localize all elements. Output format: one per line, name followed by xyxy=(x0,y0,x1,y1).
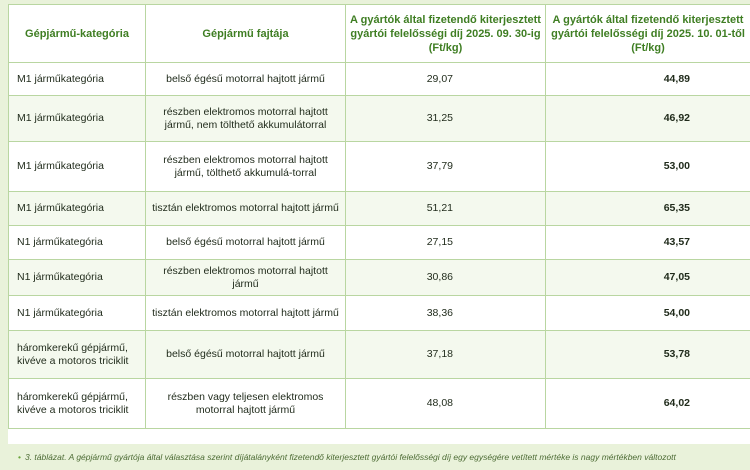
cell-fee-from: 64,02 xyxy=(546,379,750,429)
cell-type: belső égésű motorral hajtott jármű xyxy=(146,226,346,260)
table-caption xyxy=(18,452,748,462)
cell-category: M1 járműkategória xyxy=(9,192,146,226)
cell-fee-from: 53,00 xyxy=(546,142,750,192)
cell-fee-until: 38,36 xyxy=(346,296,546,331)
cell-fee-from: 47,05 xyxy=(546,260,750,296)
cell-category: háromkerekű gépjármű, kivéve a motoros triciklit xyxy=(9,379,146,429)
table-row xyxy=(9,63,750,96)
cell-category: háromkerekű gépjármű, kivéve a motoros triciklit xyxy=(9,331,146,379)
cell-fee-until: 37,79 xyxy=(346,142,546,192)
cell-fee-until: 30,86 xyxy=(346,260,546,296)
cell-fee-until: 48,08 xyxy=(346,379,546,429)
cell-fee-until: 27,15 xyxy=(346,226,546,260)
cell-category: N1 járműkategória xyxy=(9,296,146,331)
cell-type: részben elektromos motorral hajtott jármű, tölthető akkumulá-torral xyxy=(146,142,346,192)
cell-fee-from: 43,57 xyxy=(546,226,750,260)
cell-category: M1 járműkategória xyxy=(9,96,146,142)
table-header-row xyxy=(9,5,750,63)
cell-category: M1 járműkategória xyxy=(9,63,146,96)
cell-type: részben elektromos motorral hajtott jármű, nem tölthető akkumulátorral xyxy=(146,96,346,142)
header-fee-until: A gyártók által fizetendő kiterjesztett gyártói felelősségi díj 2025. 09. 30-ig (Ft/kg) xyxy=(346,5,546,63)
cell-fee-from: 54,00 xyxy=(546,296,750,331)
table-row xyxy=(9,260,750,296)
table-row xyxy=(9,192,750,226)
caption-bullet: • xyxy=(18,452,21,462)
cell-category: N1 járműkategória xyxy=(9,260,146,296)
table-row xyxy=(9,226,750,260)
fee-table-panel xyxy=(8,4,750,444)
cell-fee-until: 37,18 xyxy=(346,331,546,379)
fee-table xyxy=(8,4,750,429)
cell-type: tisztán elektromos motorral hajtott jármű xyxy=(146,192,346,226)
caption-text: 3. táblázat. A gépjármű gyártója által választása szerint díjátalányként fizetendő kiterjesztett gyártói felelősségi díj egy egységére vetített mértéke is nagy mértékben változott xyxy=(24,452,676,462)
table-row xyxy=(9,331,750,379)
table-row xyxy=(9,296,750,331)
cell-type: tisztán elektromos motorral hajtott jármű xyxy=(146,296,346,331)
cell-category: M1 járműkategória xyxy=(9,142,146,192)
table-row xyxy=(9,96,750,142)
cell-type: részben elektromos motorral hajtott jármű xyxy=(146,260,346,296)
cell-fee-from: 53,78 xyxy=(546,331,750,379)
cell-fee-until: 51,21 xyxy=(346,192,546,226)
cell-fee-from: 44,89 xyxy=(546,63,750,96)
cell-type: részben vagy teljesen elektromos motorral hajtott jármű xyxy=(146,379,346,429)
header-vehicle-category: Gépjármű-kategória xyxy=(9,5,146,63)
header-fee-from: A gyártók által fizetendő kiterjesztett gyártói felelősségi díj 2025. 10. 01-től (Ft/kg) xyxy=(546,5,750,63)
cell-fee-until: 29,07 xyxy=(346,63,546,96)
cell-type: belső égésű motorral hajtott jármű xyxy=(146,63,346,96)
cell-fee-from: 65,35 xyxy=(546,192,750,226)
table-row xyxy=(9,379,750,429)
table-row xyxy=(9,142,750,192)
header-vehicle-type: Gépjármű fajtája xyxy=(146,5,346,63)
cell-fee-until: 31,25 xyxy=(346,96,546,142)
cell-fee-from: 46,92 xyxy=(546,96,750,142)
cell-category: N1 járműkategória xyxy=(9,226,146,260)
cell-type: belső égésű motorral hajtott jármű xyxy=(146,331,346,379)
